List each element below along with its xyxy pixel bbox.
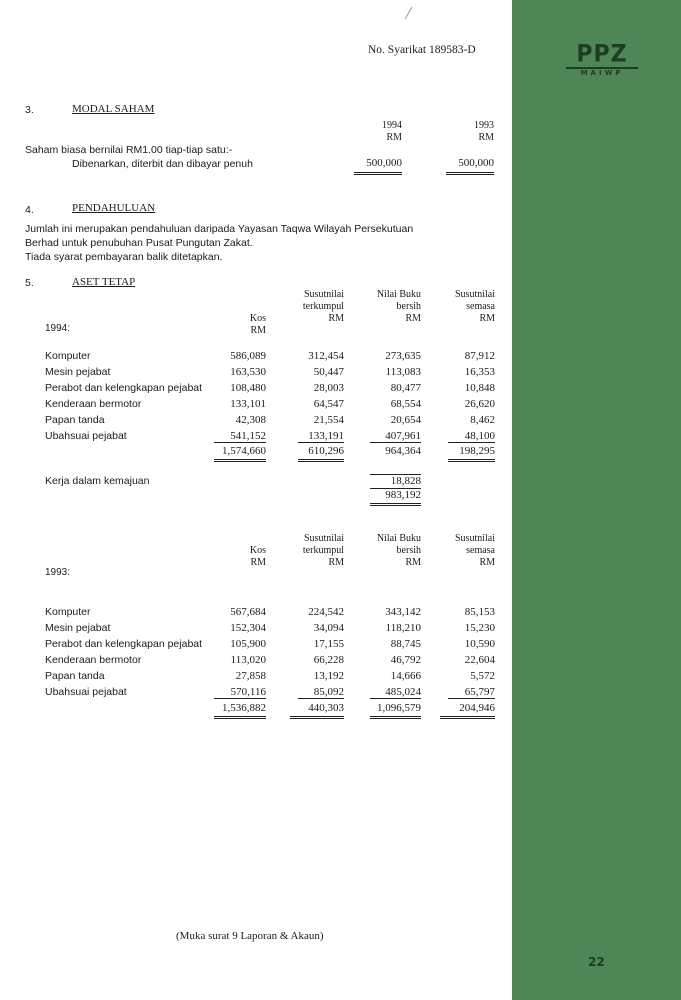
cell-semasa: 85,153 [464,606,495,618]
header-semasa-label: Susutnilai [454,289,495,300]
cell-kos: 586,089 [230,350,266,362]
cell-kos: 27,858 [235,670,266,682]
cell-nilai: 68,554 [390,398,421,410]
cell-kos: 541,152 [214,430,266,443]
cell-kos: 105,900 [230,638,266,650]
section3-number: 3. [25,104,34,116]
header-nilai-label: Nilai Buku [376,533,421,544]
cell-susut: 85,092 [298,686,344,699]
header-kos-1993 [200,533,266,569]
cell-kos: 108,480 [230,382,266,394]
header-susut-sub: terkumpul [302,301,344,312]
cell-semasa: 15,230 [464,622,495,634]
section5-number: 5. [25,277,34,289]
unit-rm: RM [478,132,494,143]
table-row-label: Papan tanda [45,414,105,426]
header-nilai-label: Nilai Buku [376,289,421,300]
cell-nilai: 343,142 [385,606,421,618]
cell-susut: 21,554 [313,414,344,426]
section4-text3: Tiada syarat pembayaran balik ditetapkan. [25,251,223,263]
table-row-label: Komputer [45,606,91,618]
table-row-label: Ubahsuai pejabat [45,430,127,442]
cell-semasa: 10,590 [464,638,495,650]
section4-text1: Jumlah ini merupakan pendahuluan daripada Yayasan Taqwa Wilayah Persekutuan [25,223,414,235]
cell-susut: 312,454 [308,350,344,362]
green-sidebar [512,0,681,1000]
year-label-1993: 1993: [45,567,71,578]
year-1994: 1994 [382,120,402,131]
cell-susut: 50,447 [313,366,344,378]
header-kos-unit: RM [250,325,266,336]
wip-label: Kerja dalam kemajuan [45,475,150,487]
header-semasa-label: Susutnilai [454,533,495,544]
table-row-label: Kenderaan bermotor [45,654,142,666]
section4-text2: Berhad untuk penubuhan Pusat Pungutan Zakat. [25,237,253,249]
company-number: No. Syarikat 189583-D [368,44,476,56]
total-nilai-1993: 1,096,579 [370,702,421,719]
header-nilai-sub: bersih [396,301,421,312]
cell-nilai: 118,210 [385,622,421,634]
header-nilai-sub: bersih [396,545,421,556]
year-1993: 1993 [474,120,494,131]
cell-kos: 133,101 [230,398,266,410]
header-semasa-unit: RM [479,557,495,568]
cell-susut: 34,094 [313,622,344,634]
total-kos-1994: 1,574,660 [214,445,266,462]
cell-kos: 152,304 [230,622,266,634]
cell-susut: 13,192 [313,670,344,682]
section3-value1: 500,000 [354,157,402,175]
cell-kos: 42,308 [235,414,266,426]
total-semasa-1994: 198,295 [448,445,495,462]
unit-rm: RM [386,132,402,143]
header-kos-unit: RM [250,557,266,568]
header-nilai-1994 [356,289,421,325]
page-number: 22 [588,955,605,969]
cell-nilai: 46,792 [390,654,421,666]
header-nilai-1993 [356,533,421,569]
cell-kos: 163,530 [230,366,266,378]
cell-susut: 64,547 [313,398,344,410]
section3-title: MODAL SAHAM [72,103,155,115]
logo-subtext: MAIWP [566,67,638,77]
table-row-label: Komputer [45,350,91,362]
table-row-label: Perabot dan kelengkapan pejabat [45,638,203,650]
cell-nilai: 14,666 [390,670,421,682]
cell-susut: 133,191 [298,430,344,443]
section3-year2 [434,120,494,144]
section4-title: PENDAHULUAN [72,202,156,214]
cell-susut: 66,228 [313,654,344,666]
table-row-label: Mesin pejabat [45,366,111,378]
pen-mark [405,7,413,20]
grand-total-1994: 983,192 [370,488,421,506]
total-kos-1993: 1,536,882 [214,702,266,719]
ppz-logo [566,40,638,77]
cell-semasa: 65,797 [448,686,495,699]
cell-nilai: 485,024 [370,686,421,699]
section3-year1 [340,120,402,144]
header-susut-label: Susutnilai [303,289,344,300]
cell-susut: 224,542 [308,606,344,618]
table-row-label: Perabot dan kelengkapan pejabat [45,382,203,394]
total-susut-1994: 610,296 [298,445,344,462]
header-semasa-1994 [430,289,495,325]
cell-semasa: 8,462 [470,414,495,426]
cell-kos: 567,684 [230,606,266,618]
total-susut-1993: 440,303 [290,702,344,719]
section4-number: 4. [25,204,34,216]
cell-semasa: 87,912 [464,350,495,362]
cell-nilai: 113,083 [385,366,421,378]
year-label-1994: 1994: [45,323,71,334]
header-susut-unit: RM [328,313,344,324]
table-row-label: Mesin pejabat [45,622,111,634]
header-semasa-unit: RM [479,313,495,324]
cell-nilai: 20,654 [390,414,421,426]
total-nilai-1994: 964,364 [385,445,421,457]
header-nilai-unit: RM [405,557,421,568]
table-row-label: Kenderaan bermotor [45,398,142,410]
cell-susut: 28,003 [313,382,344,394]
cell-nilai: 80,477 [390,382,421,394]
header-semasa-1993 [430,533,495,569]
header-susut-1993 [280,533,344,569]
section3-line1: Saham biasa bernilai RM1.00 tiap-tiap satu:- [25,144,233,156]
cell-nilai: 88,745 [390,638,421,650]
header-susut-1994 [280,289,344,325]
header-semasa-sub: semasa [466,545,495,556]
cell-semasa: 48,100 [448,430,495,443]
cell-nilai: 407,961 [370,430,421,443]
total-semasa-1993: 204,946 [440,702,495,719]
table-row-label: Ubahsuai pejabat [45,686,127,698]
logo-text: PPZ [576,40,628,69]
header-nilai-unit: RM [405,313,421,324]
cell-semasa: 16,353 [464,366,495,378]
cell-semasa: 10,848 [464,382,495,394]
wip-value: 18,828 [370,474,421,487]
cell-nilai: 273,635 [385,350,421,362]
section5-title: ASET TETAP [72,276,136,288]
table-row-label: Papan tanda [45,670,105,682]
cell-kos: 570,116 [214,686,266,699]
header-susut-unit: RM [328,557,344,568]
header-susut-sub: terkumpul [302,545,344,556]
section3-value2: 500,000 [446,157,494,175]
cell-semasa: 5,572 [470,670,495,682]
cell-semasa: 22,604 [464,654,495,666]
header-semasa-sub: semasa [466,301,495,312]
cell-semasa: 26,620 [464,398,495,410]
cell-kos: 113,020 [230,654,266,666]
header-kos-label: Kos [249,313,266,324]
header-kos-1994 [200,301,266,337]
header-susut-label: Susutnilai [303,533,344,544]
header-kos-label: Kos [249,545,266,556]
section3-line2: Dibenarkan, diterbit dan dibayar penuh [72,158,253,170]
cell-susut: 17,155 [313,638,344,650]
footer-note: (Muka surat 9 Laporan & Akaun) [176,930,324,942]
